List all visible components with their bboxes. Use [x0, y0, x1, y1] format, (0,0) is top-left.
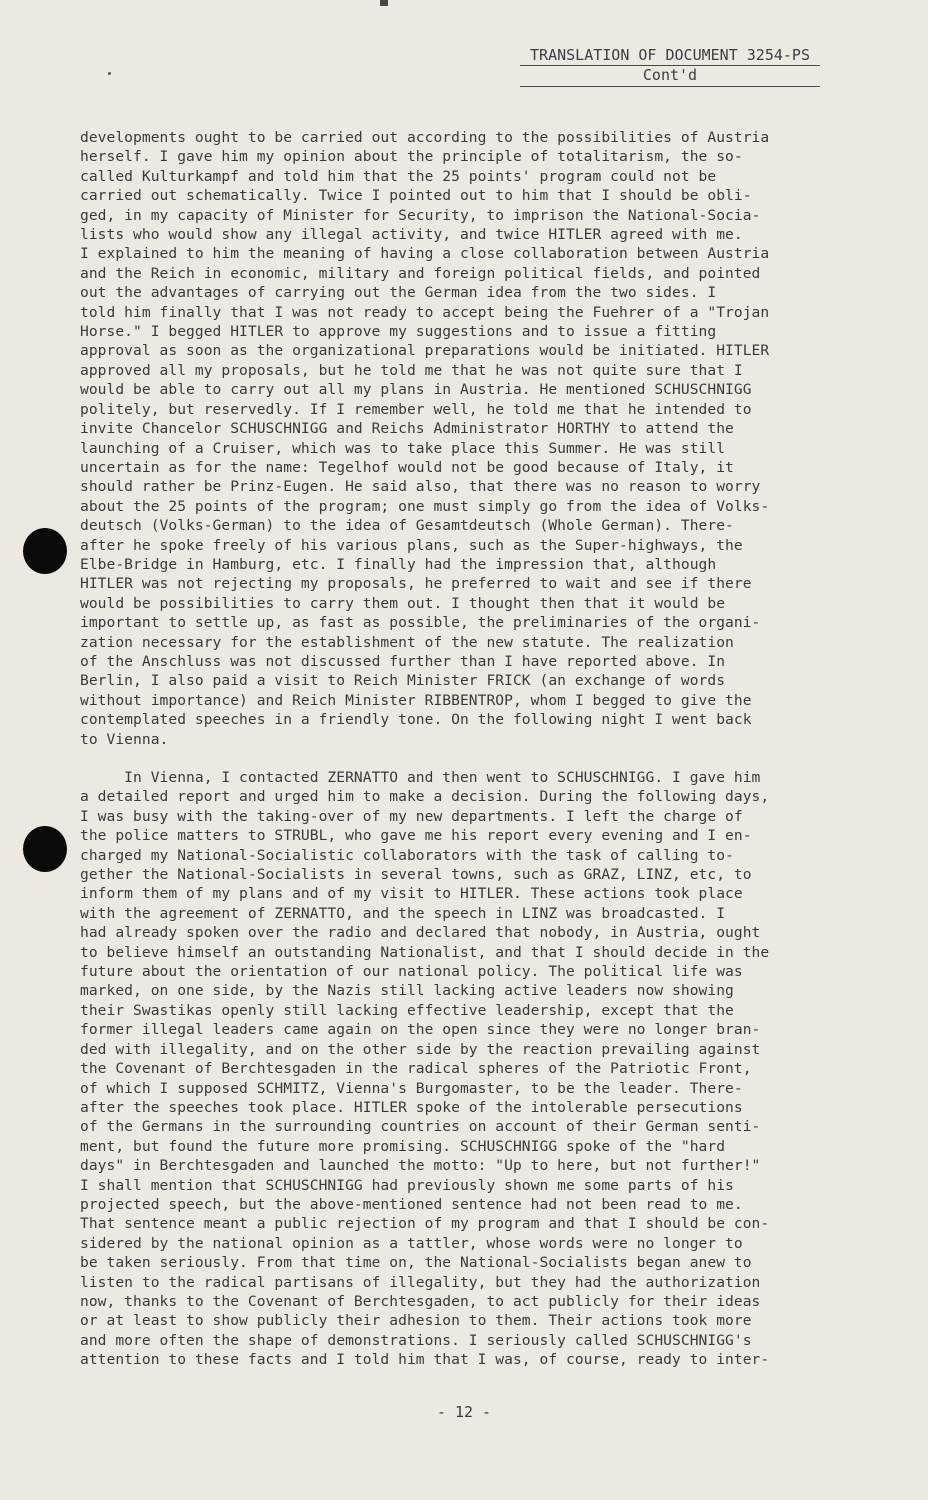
- header-subtitle: Cont'd: [520, 66, 820, 87]
- document-body: [80, 128, 860, 1370]
- document-header: [520, 46, 820, 87]
- punch-hole-upper: [23, 528, 67, 574]
- paragraph-2: In Vienna, I contacted ZERNATTO and then went to SCHUSCHNIGG. I gave him a detailed report and urged him to make a decision. During the following days, I was busy with the taking-over of my new departments. I left the charge of the police matters to STRUBL, who gave me his report every evening and I en- charged my National-Socialistic collaborators with the task of calling to- gether the National-Socialists in several towns, such as GRAZ, LINZ, etc, to inform them of my plans and of my visit to HITLER. These actions took place with the agreement of ZERNATTO, and the speech in LINZ was broadcasted. I had already spoken over the radio and declared that nobody, in Austria, ought to believe himself an outstanding Nationalist, and that I should decide in the future about the orientation of our national policy. The political life was marked, on one side, by the Nazis still lacking active leaders now showing their Swastikas openly still lacking effective leadership, except that the former illegal leaders came again on the open since they were no longer bran- ded with illegality, and on the other side by the reaction prevailing against the Covenant of Berchtesgaden in the radical spheres of the Patriotic Front, of which I supposed SCHMITZ, Vienna's Burgomaster, to be the leader. There- after the speeches took place. HITLER spoke of the intolerable persecutions of the Germans in the surrounding countries on account of their German senti- ment, but found the future more promising. SCHUSCHNIGG spoke of the "hard days" in Berchtesgaden and launched the motto: "Up to here, but not further!" I shall mention that SCHUSCHNIGG had previously shown me some parts of his projected speech, but the above-mentioned sentence had not been read to me. That sentence meant a public rejection of my program and that I should be con- sidered by the national opinion as a tattler, whose words were no longer to be taken seriously. From that time on, the National-Socialists began anew to listen to the radical partisans of illegality, but they had the authorization now, thanks to the Covenant of Berchtesgaden, to act publicly for their ideas or at least to show publicly their adhesion to them. Their actions took more and more often the shape of demonstrations. I seriously called SCHUSCHNIGG's attention to these facts and I told him that I was, of course, ready to inter-: [80, 769, 770, 1369]
- punch-hole-lower: [23, 826, 67, 872]
- paragraph-1: developments ought to be carried out according to the possibilities of Austria herself. I gave him my opinion about the principle of totalitarism, the so- called Kulturkampf and told him that the 25 points' program could not be carried out schematically. Twice I pointed out to him that I should be obli- ged, in my capacity of Minister for Security, to imprison the National-Socia- lists who would show any illegal activity, and twice HITLER agreed with me. I explained to him the meaning of having a close collaboration between Austria and the Reich in economic, military and foreign political fields, and pointed out the advantages of carrying out the German idea from the two sides. I told him finally that I was not ready to accept being the Fuehrer of a "Trojan Horse." I begged HITLER to approve my suggestions and to issue a fitting approval as soon as the organizational preparations would be initiated. HITLER approved all my proposals, but he told me that he was not quite sure that I would be able to carry out all my plans in Austria. He mentioned SCHUSCHNIGG politely, but reservedly. If I remember well, he told me that he intended to invite Chancelor SCHUSCHNIGG and Reichs Administrator HORTHY to attend the launching of a Cruiser, which was to take place this Summer. He was still uncertain as for the name: Tegelhof would not be good because of Italy, it should rather be Prinz-Eugen. He said also, that there was no reason to worry about the 25 points of the program; one must simply go from the idea of Volks- deutsch (Volks-German) to the idea of Gesamtdeutsch (Whole German). There- after he spoke freely of his various plans, such as the Super-highways, the Elbe-Bridge in Hamburg, etc. I finally had the impression that, although HITLER was not rejecting my proposals, he preferred to wait and see if there would be possibilities to carry them out. I thought then that it would be important to settle up, as fast as possible, the preliminaries of the organi- zation necessary for the establishment of the new statute. The realization of the Anschluss was not discussed further than I have reported above. In Berlin, I also paid a visit to Reich Minister FRICK (an exchange of words without importance) and Reich Minister RIBBENTROP, whom I begged to give the contemplated speeches in a friendly tone. On the following night I went back to Vienna.: [80, 129, 770, 748]
- staple-mark: [380, 0, 388, 6]
- paper-speck: [108, 72, 111, 75]
- header-title: TRANSLATION OF DOCUMENT 3254-PS: [520, 46, 820, 66]
- page-number: - 12 -: [436, 1403, 492, 1421]
